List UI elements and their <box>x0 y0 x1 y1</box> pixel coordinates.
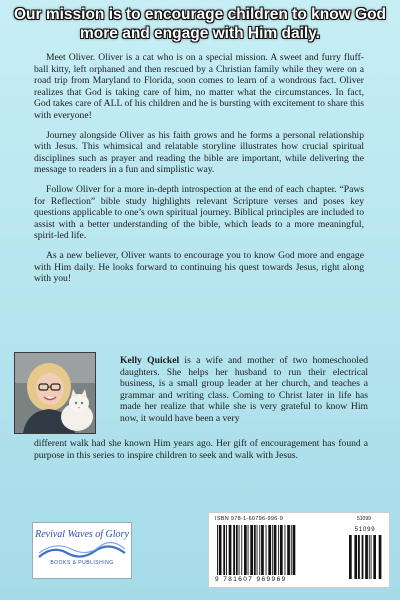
publisher-subtitle: BOOKS & PUBLISHING <box>50 560 114 566</box>
barcode-bar <box>285 525 286 575</box>
barcode-bar <box>244 525 247 575</box>
barcode-addon-bar <box>365 535 368 579</box>
barcode-bar <box>257 525 258 575</box>
cover-headline: Our mission is to encourage children to know God more and engage with Him daily. <box>13 6 387 42</box>
publisher-logo <box>32 522 132 579</box>
barcode-bar <box>229 525 232 575</box>
barcode-bar <box>219 525 222 575</box>
barcode-bar <box>233 525 235 575</box>
barcode-bar <box>259 525 260 575</box>
barcode-addon-bar <box>371 535 372 579</box>
author-name: Kelly Quickel <box>120 355 180 366</box>
barcode-bar <box>280 525 283 575</box>
barcode-bar <box>278 525 279 575</box>
barcode-addon-digits: 51099 <box>354 527 376 533</box>
barcode-bar <box>241 525 242 575</box>
barcode-bar <box>217 525 218 575</box>
barcode-bar <box>287 525 290 575</box>
author-bio-bottom: different walk had she known Him years ago. Her gift of encouragement has found a purpose in this series to inspire children to seek and walk with Jesus. <box>34 438 368 461</box>
blurb-paragraph: Follow Oliver for a more in-depth introspection at the end of each chapter. “Paws for Reflection” bible study highlights relevant Scripture verses and poses key questions applicable to one’s own spiritual journey. Biblical principles are included to assist with a better understanding of the bible, which leads to a more meaningful, spirit-led life. <box>34 183 364 242</box>
author-portrait-image <box>15 353 95 433</box>
isbn-label: ISBN 978-1-60796-996-9 <box>215 516 284 522</box>
barcode-bar <box>248 525 249 575</box>
publisher-name: Revival Waves of Glory <box>35 529 129 540</box>
blurb-paragraph: Meet Oliver. Oliver is a cat who is on a special mission. A sweet and furry fluff-ball kitty, left orphaned and then rescued by a Christian family while they were on a road trip from Maryland to Florida, soon comes to learn of a wondrous fact. Oliver realizes that God is taking care of him, no matter what the circumstances. In fact, God takes care of ALL of his children and he is bursting with excitement to share this with everyone! <box>34 52 364 121</box>
barcode-digits: 9 781607 969969 <box>215 576 287 583</box>
barcode-bar <box>272 525 273 575</box>
barcode-addon-bar <box>362 535 364 579</box>
blurb-paragraph: Journey alongside Oliver as his faith grows and he forms a personal relationship with Jesus. This whimsical and relatable storyline illustrates how crucial spiritual disciplines such as prayer and reading the bible are important, while delivering the message to readers in a fun and simplistic way. <box>34 129 364 176</box>
author-bio-text: is a wife and mother of two homeschooled daughters. She helps her husband to run their electrical business, is a small group leader at her church, and teaches a grammar and writing class. Coming to Christ later in life has made her realize that while she is very grateful to know Him now, it would have been a very <box>120 355 368 424</box>
barcode-bar <box>274 525 277 575</box>
barcode-bar <box>254 525 256 575</box>
barcode-addon-bar <box>358 535 360 579</box>
barcode-bar <box>226 525 227 575</box>
author-bio-top <box>120 355 368 425</box>
barcode-bar <box>250 525 253 575</box>
barcode-addon-bar <box>369 535 370 579</box>
author-photo <box>14 352 96 434</box>
barcode-bar <box>236 525 238 575</box>
barcode-bar <box>261 525 264 575</box>
barcode-bar <box>291 525 292 575</box>
barcode-bar <box>266 525 267 575</box>
barcode-addon-bar <box>373 535 376 579</box>
isbn-barcode <box>208 512 390 588</box>
barcode-addon-bar <box>349 535 352 579</box>
price-code: 51099 <box>357 516 371 522</box>
barcode-addon-bar <box>379 535 382 579</box>
barcode-addon-bar <box>354 535 357 579</box>
barcode-bar <box>268 525 271 575</box>
barcode-bar <box>223 525 225 575</box>
barcode-bar <box>239 525 240 575</box>
blurb-paragraph: As a new believer, Oliver wants to encourage you to know God more and engage with Him daily. He looks forward to continuing his quest towards Jesus, right along with you! <box>34 249 364 285</box>
barcode-bar <box>293 525 296 575</box>
blurb <box>34 52 364 293</box>
